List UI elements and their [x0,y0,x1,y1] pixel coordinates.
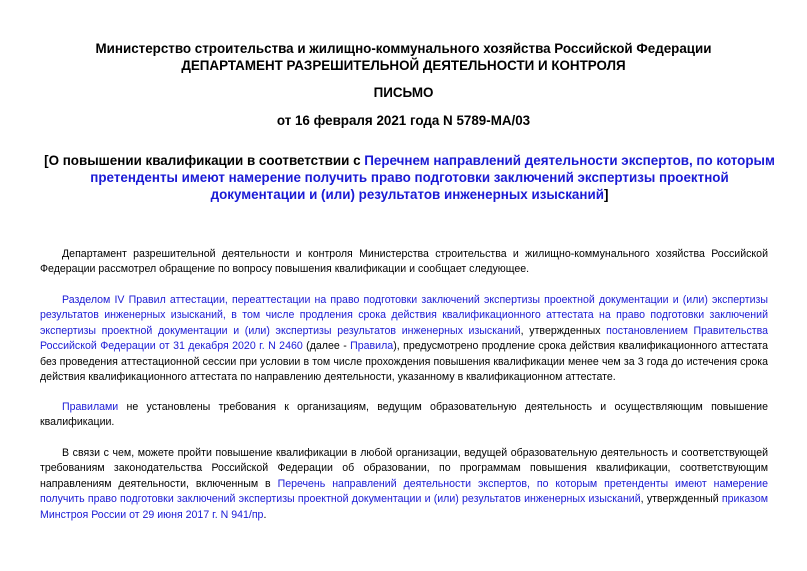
paragraph-2 [40,293,768,385]
government-decree-link[interactable]: постановлением Правительства Российской Федерации от 31 декабря 2020 г. N 2460 [40,324,768,353]
subject-suffix: ] [603,187,609,202]
paragraph-3 [40,400,768,431]
document-date-number: от 16 февраля 2021 года N 5789-МА/03 [276,113,531,128]
experts-list-link[interactable]: Перечень направлений деятельности экспертов, по которым претенденты имеют намерение получить право подготовки заключений экспертизы проектной документации и (или) результатов инженерных изысканий [40,477,768,506]
minstroy-order-link[interactable]: приказом Минстроя России от 29 июня 2017 г. N 941/пр [40,493,769,521]
rules-section-link[interactable]: Разделом IV Правил аттестации, переаттестации на право подготовки заключений экспертизы проектной документации и (или) экспертизы результатов инженерных изысканий, в том числе продления срока действия квалификационного аттестата на право подготовки заключений экспертизы проектной документации и (или) экспертизы результатов инженерных изысканий [40,294,768,337]
paragraph-2-text-1: , утвержденных [520,324,607,337]
paragraph-1: Департамент разрешительной деятельности и контроля Министерства строительства и жилищно-коммунального хозяйства Российской Федерации рассмотрел обращение по вопросу повышения квалификации и сообщает следующее. [40,248,768,276]
paragraph-3-text: не установлены требования к организациям, ведущим образовательную деятельность и осуществляющим повышение квалификации. [40,401,768,429]
rules-link[interactable]: Правила [350,340,394,353]
ministry-name: Министерство строительства и жилищно-коммунального хозяйства Российской Федерации [95,41,712,56]
paragraph-4 [40,446,768,523]
subject-prefix: [О повышении квалификации в соответствии с [44,153,365,168]
paragraph-4-text-2: , утвержденный [640,493,722,506]
paragraph-4-text-1: В связи с чем, можете пройти повышение квалификации в любой организации, ведущей образовательную деятельность и соответствующей требованиям законодательства Российской Федерации об образовании, по программам повышения квалификации, соответствующим направлениям деятельности, включенным в [40,447,768,490]
subject-link[interactable]: Перечнем направлений деятельности экспертов, по которым претенденты имеют намерение получить право подготовки заключений экспертизы проектной документации и (или) результатов инженерных изысканий [90,153,775,202]
paragraph-2-text-3: ), предусмотрено продление срока действия квалификационного аттестата без проведения аттестационной сессии при условии в том числе прохождения повышения квалификации менее чем за 3 года до истечения срока действия квалификационного аттестата по направлению деятельности, указанному в квалификационном аттестате. [40,340,768,384]
paragraph-4-text-3: . [263,508,267,521]
paragraph-2-text-2: (далее - [302,340,351,353]
document-subject [42,152,777,203]
document-header [60,40,747,74]
rules-link-2[interactable]: Правилами [62,401,119,413]
document-type: ПИСЬМО [373,85,434,100]
department-name: ДЕПАРТАМЕНТ РАЗРЕШИТЕЛЬНОЙ ДЕЯТЕЛЬНОСТИ И КОНТРОЛЯ [181,58,626,73]
